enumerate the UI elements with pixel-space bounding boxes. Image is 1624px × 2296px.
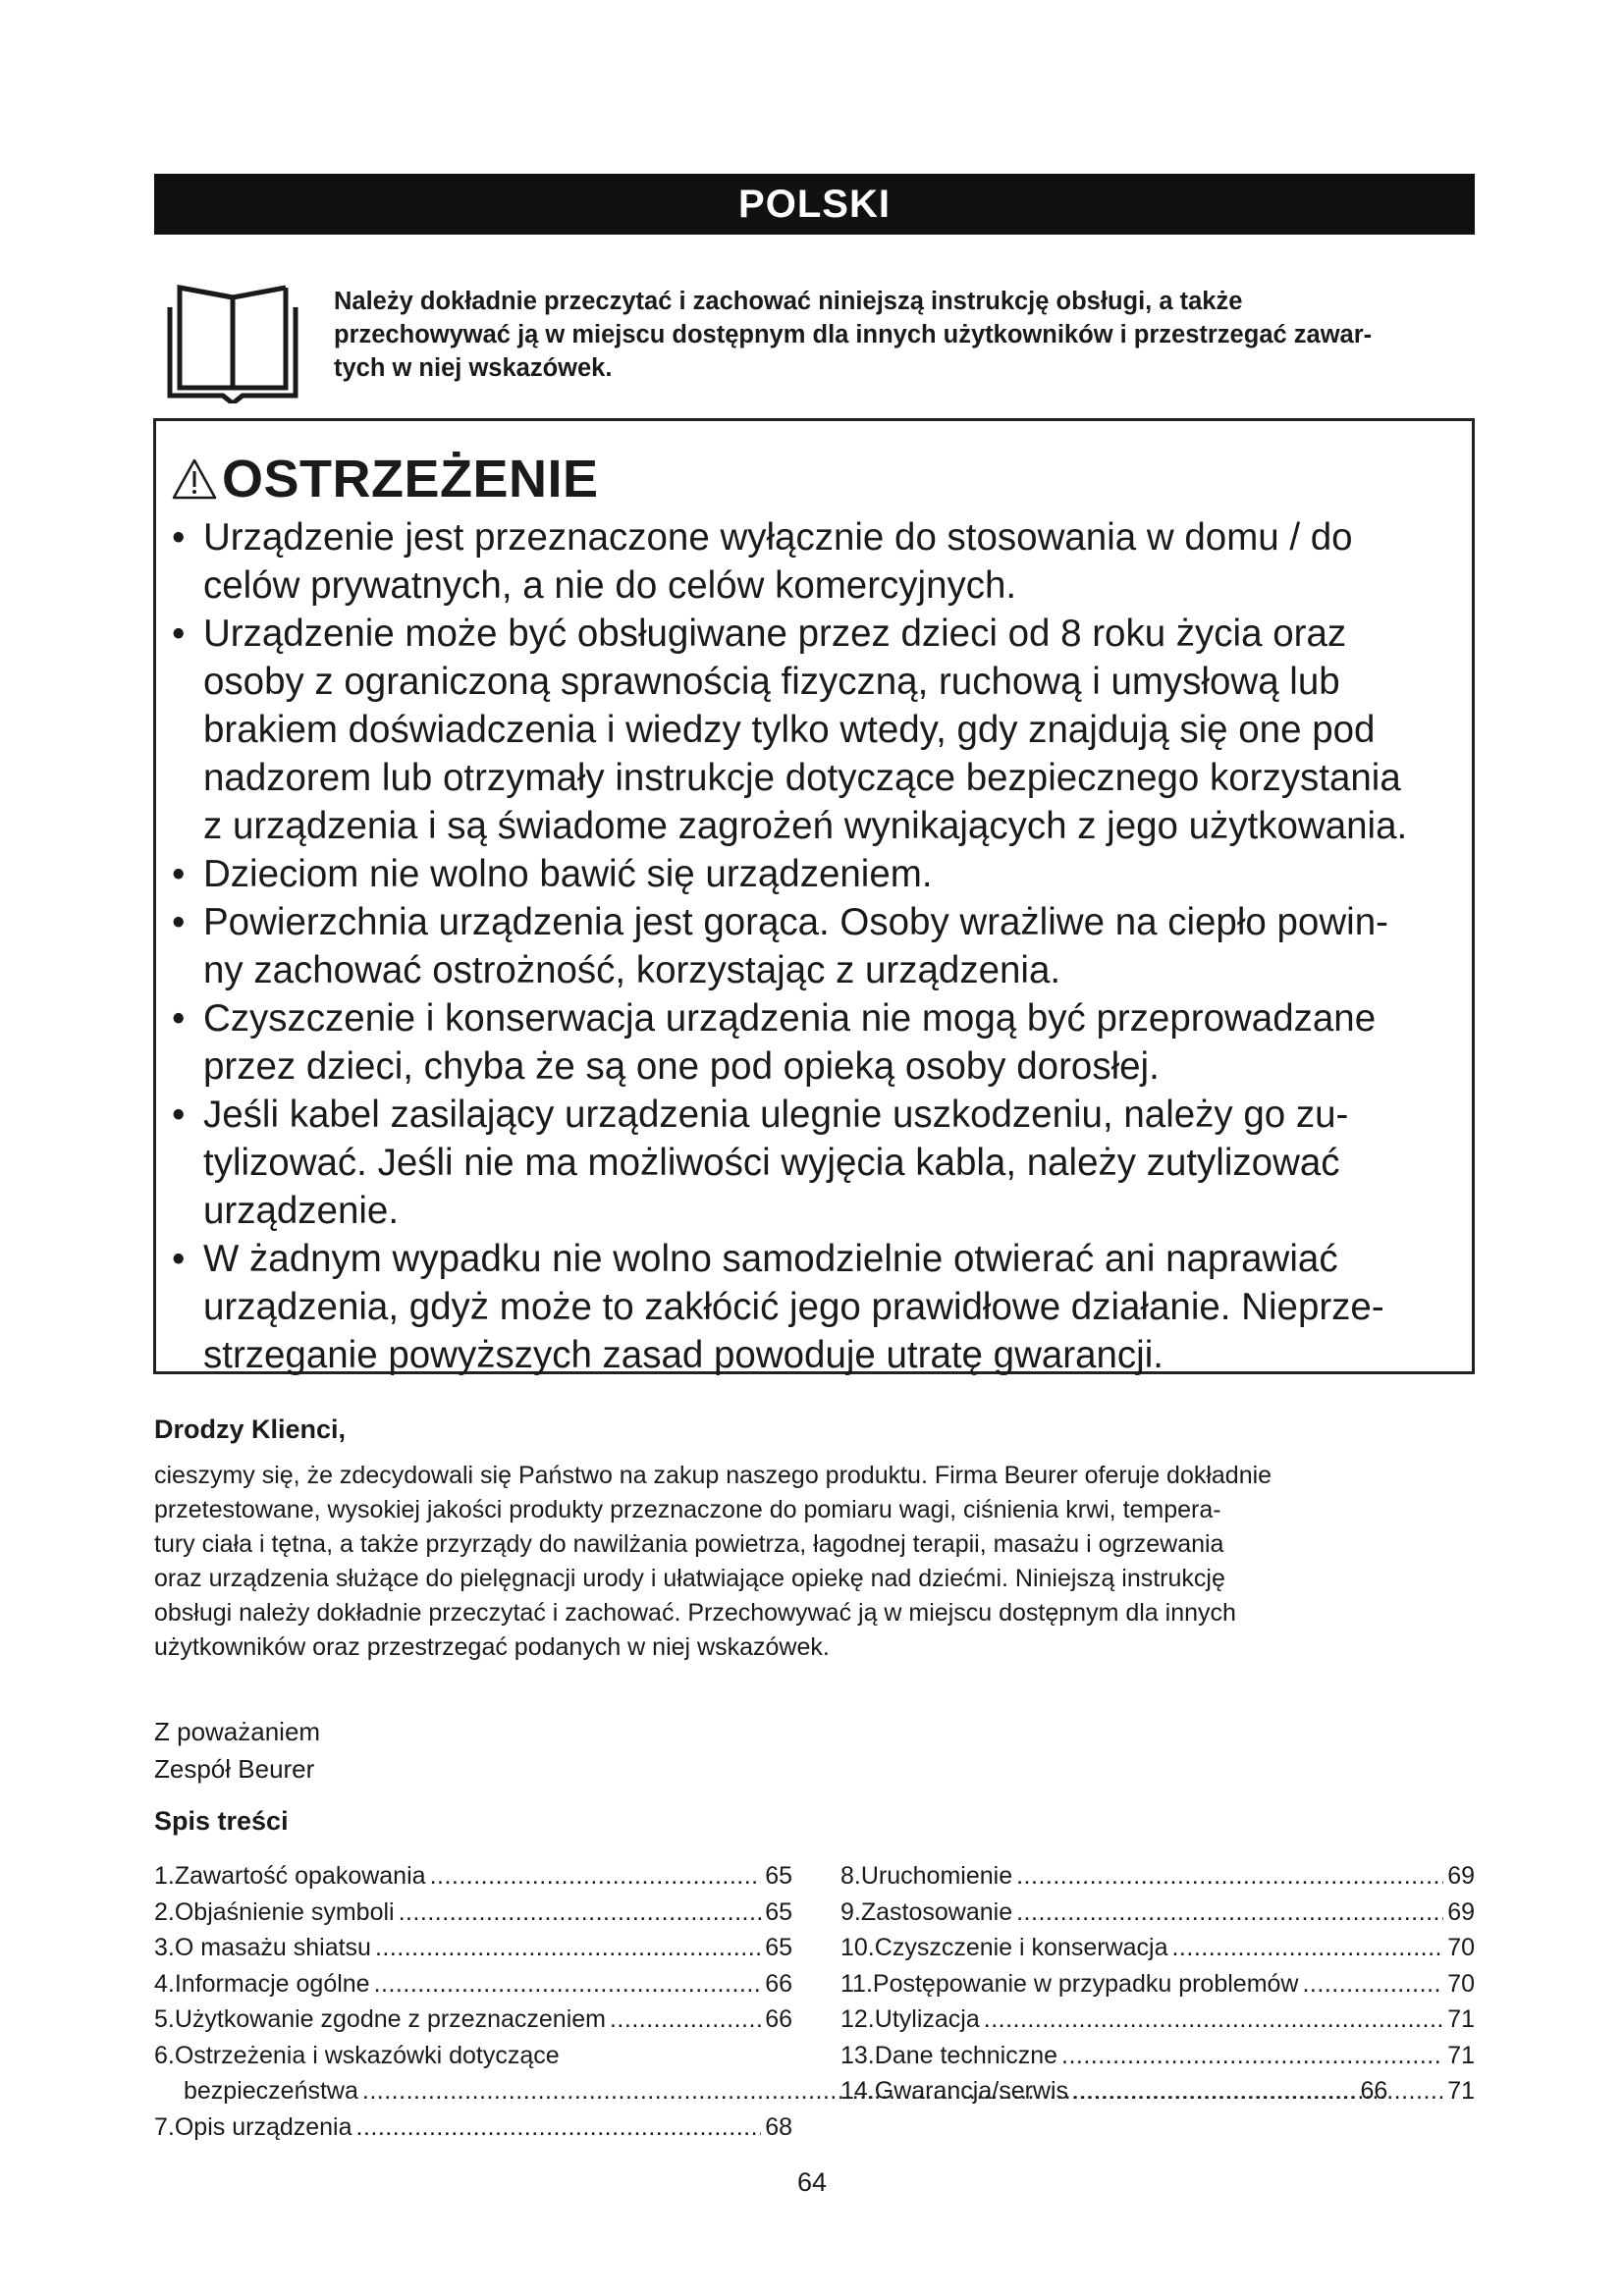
letter-closing	[154, 1713, 320, 1788]
toc-entry[interactable]	[154, 1930, 792, 1966]
toc-entry-label: Opis urządzenia	[174, 2112, 352, 2141]
warning-item-line: • Powierzchnia urządzenia jest gorąca. Osoby wrażliwe na ciepło powin-	[203, 901, 1388, 943]
toc-entry-page: 71	[1447, 2077, 1475, 2105]
warning-item-line: celów prywatnych, a nie do celów komercyjnych.	[203, 564, 1017, 607]
warning-item	[170, 513, 1466, 610]
letter-line: obsługi należy dokładnie przeczytać i zachować. Przechowywać ją w miejscu dostępnym dla innych	[154, 1599, 1236, 1627]
warning-item	[170, 898, 1466, 994]
toc-entry-label: Zawartość opakowania	[174, 1862, 426, 1890]
warning-item-line: osoby z ograniczoną sprawnością fizyczną, ruchową i umysłową lub	[203, 661, 1340, 703]
toc-entry-number: 6.	[154, 2041, 175, 2069]
intro-notice	[334, 285, 1497, 385]
toc-entry[interactable]	[154, 2109, 792, 2146]
toc-entry[interactable]	[154, 2002, 792, 2038]
warning-item-line: urządzenia, gdyż może to zakłócić jego prawidłowe działanie. Nieprze-	[203, 1286, 1384, 1328]
closing-phrase: Z poważaniem	[154, 1717, 321, 1746]
warning-item-line: • Dzieciom nie wolno bawić się urządzeniem.	[203, 853, 933, 895]
language-header	[154, 174, 1475, 235]
toc-entry[interactable]	[840, 1895, 1475, 1931]
toc-entry[interactable]	[154, 1858, 792, 1895]
letter-line: tury ciała i tętna, a także przyrządy do nawilżania powietrza, łagodnej terapii, masażu i ogrzewania	[154, 1530, 1224, 1558]
warning-item-line: przez dzieci, chyba że są one pod opieką osoby dorosłej.	[203, 1045, 1160, 1088]
toc-entry-number: 2.	[154, 1897, 175, 1926]
toc-dot-leader	[430, 1858, 762, 1895]
intro-line: Należy dokładnie przeczytać i zachować niniejszą instrukcję obsługi, a także	[334, 288, 1243, 315]
warning-item-line: urządzenie.	[203, 1190, 400, 1232]
toc-dot-leader	[375, 1930, 761, 1966]
warning-item	[170, 1091, 1466, 1235]
toc-entry-number: 3.	[154, 1934, 175, 1961]
toc-entry-number: 5.	[154, 2005, 175, 2033]
toc-entry-label: O masażu shiatsu	[174, 1934, 371, 1961]
warning-list	[170, 513, 1466, 1379]
page-number: 64	[796, 2167, 828, 2197]
warning-item-line: nadzorem lub otrzymały instrukcje dotyczące bezpiecznego korzystania	[203, 757, 1401, 799]
toc-dot-leader	[1061, 2038, 1443, 2074]
toc-entry[interactable]	[840, 1858, 1475, 1895]
toc-entry-label: Użytkowanie zgodne z przeznaczeniem	[174, 2005, 606, 2033]
toc-entry-page: 66	[765, 1969, 792, 1998]
toc-entry-label: Czyszczenie i konserwacja	[874, 1934, 1168, 1961]
toc-entry-label: Objaśnienie symboli	[174, 1897, 395, 1926]
language-title: POLSKI	[738, 182, 891, 226]
toc-entry-number: 9.	[840, 1897, 861, 1926]
toc-entry-page: 65	[765, 1862, 792, 1890]
toc-entry-page: 70	[1447, 1969, 1475, 1998]
warning-item	[170, 610, 1466, 850]
toc-entry[interactable]	[154, 1895, 792, 1931]
letter-line: przetestowane, wysokiej jakości produkty przeznaczone do pomiaru wagi, ciśnienia krwi, tempera-	[154, 1496, 1221, 1523]
toc-title: Spis treści	[154, 1806, 289, 1836]
warning-item-line: • Jeśli kabel zasilający urządzenia ulegnie uszkodzeniu, należy go zu-	[203, 1094, 1349, 1136]
toc-dot-leader	[356, 2109, 762, 2146]
warning-box	[153, 418, 1475, 1374]
warning-item-line: ny zachować ostrożność, korzystając z urządzenia.	[203, 949, 1061, 991]
toc-entry-page: 70	[1447, 1934, 1475, 1961]
warning-item-line: • Czyszczenie i konserwacja urządzenia nie mogą być przeprowadzane	[203, 997, 1377, 1040]
warning-item-line: • Urządzenie jest przeznaczone wyłącznie do stosowania w domu / do	[203, 516, 1353, 559]
toc-dot-leader	[610, 2002, 761, 2038]
letter-greeting: Drodzy Klienci,	[154, 1415, 347, 1444]
warning-item	[170, 994, 1466, 1091]
warning-item-line: brakiem doświadczenia i wiedzy tylko wtedy, gdy znajdują się one pod	[203, 709, 1376, 751]
toc-dot-leader	[1016, 1858, 1443, 1895]
toc-entry-page: 66	[1360, 2077, 1388, 2105]
letter-line: oraz urządzenia służące do pielęgnacji urody i ułatwiające opiekę nad dziećmi. Niniejszą instrukcję	[154, 1565, 1225, 1592]
toc-entry-number: 10.	[840, 1934, 875, 1961]
toc-column-right	[840, 1858, 1475, 2109]
toc-entry-number: 7.	[154, 2112, 175, 2141]
warning-item-line: tylizować. Jeśli nie ma możliwości wyjęcia kabla, należy zutylizować	[203, 1142, 1340, 1184]
warning-title: OSTRZEŻENIE	[222, 450, 599, 508]
warning-item-line: • W żadnym wypadku nie wolno samodzielnie otwierać ani naprawiać	[203, 1238, 1338, 1280]
letter-body	[154, 1459, 1480, 1665]
toc-entry-label: Postępowanie w przypadku problemów	[872, 1969, 1299, 1998]
intro-line: tych w niej wskazówek.	[334, 354, 613, 382]
toc-entry-number: 12.	[840, 2005, 875, 2033]
toc-dot-leader	[399, 1895, 762, 1931]
toc-entry-label: Utylizacja	[874, 2005, 980, 2033]
intro-line: przechowywać ją w miejscu dostępnym dla innych użytkowników i przestrzegać zawar-	[334, 321, 1373, 348]
toc-entry[interactable]	[840, 2038, 1475, 2074]
warning-triangle-icon	[171, 457, 218, 501]
warning-item	[170, 850, 1466, 898]
toc-entry-label: Uruchomienie	[860, 1862, 1013, 1890]
toc-entry-number: 8.	[840, 1862, 861, 1890]
toc-dot-leader	[1016, 1895, 1443, 1931]
toc-dot-leader	[1302, 1966, 1443, 2002]
warning-heading	[171, 450, 599, 508]
toc-entry-label: Dane techniczne	[874, 2041, 1057, 2069]
toc-dot-leader	[1072, 2073, 1443, 2109]
toc-entry-label: Gwarancja/serwis	[874, 2077, 1069, 2105]
toc-entry[interactable]	[840, 2002, 1475, 2038]
warning-item-line: z urządzenia i są świadome zagrożeń wynikających z jego użytkowania.	[203, 805, 1408, 847]
toc-entry-label-continued: bezpieczeństwa	[184, 2077, 358, 2105]
warning-item	[170, 1235, 1466, 1379]
toc-entry-page: 69	[1447, 1897, 1475, 1926]
open-book-icon	[160, 278, 305, 403]
toc-entry[interactable]	[154, 1966, 792, 2002]
toc-entry-number: 14.	[840, 2077, 875, 2105]
toc-entry-page: 69	[1447, 1862, 1475, 1890]
toc-dot-leader	[374, 1966, 762, 2002]
toc-entry-label: Zastosowanie	[860, 1897, 1013, 1926]
toc-entry-number: 13.	[840, 2041, 875, 2069]
toc-entry-page: 71	[1447, 2005, 1475, 2033]
toc-entry-page: 65	[765, 1934, 792, 1961]
warning-item-line: strzeganie powyższych zasad powoduje utratę gwarancji.	[203, 1334, 1164, 1376]
toc-entry-page: 71	[1447, 2041, 1475, 2069]
toc-entry-number: 1.	[154, 1862, 175, 1890]
toc-entry-label: Ostrzeżenia i wskazówki dotyczące	[174, 2041, 560, 2069]
letter-line: cieszymy się, że zdecydowali się Państwo na zakup naszego produktu. Firma Beurer oferuje dokładnie	[154, 1462, 1272, 1489]
toc-entry-label: Informacje ogólne	[174, 1969, 370, 1998]
toc-entry[interactable]	[840, 1930, 1475, 1966]
toc-entry-number: 4.	[154, 1969, 175, 1998]
toc-entry-number: 11.	[840, 1969, 873, 1998]
letter-line: użytkowników oraz przestrzegać podanych w niej wskazówek.	[154, 1633, 830, 1661]
toc-dot-leader	[1171, 1930, 1443, 1966]
toc-entry-page: 68	[765, 2112, 792, 2141]
toc-entry[interactable]	[840, 1966, 1475, 2002]
toc-dot-leader	[984, 2002, 1443, 2038]
toc-entry[interactable]	[840, 2073, 1475, 2109]
toc-entry-page: 65	[765, 1897, 792, 1926]
signature: Zespół Beurer	[154, 1754, 315, 1784]
toc-entry-page: 66	[765, 2005, 792, 2033]
warning-item-line: • Urządzenie może być obsługiwane przez dzieci od 8 roku życia oraz	[203, 613, 1347, 655]
